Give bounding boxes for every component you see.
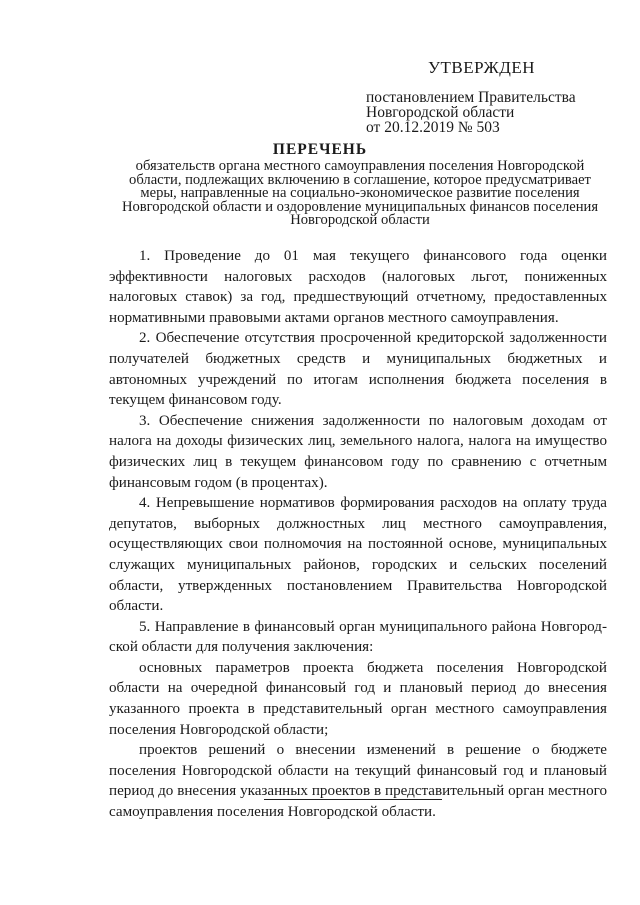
text-line: самоуправления поселения Новгородской области. <box>109 804 436 821</box>
approval-line: постановлением Правительства <box>366 89 576 106</box>
text-line: области, утвержденных постановлением Правительства Новгородской <box>109 577 607 594</box>
approval-line: Новгородской области <box>366 104 515 121</box>
paragraph-2 <box>109 328 607 410</box>
text-line: автономных учреждений по итогам исполнения бюджета поселения в <box>109 371 607 388</box>
text-line: 5. Направление в финансовый орган муниципального района Новгород- <box>139 618 607 635</box>
text-line: финансовым годом (в процентах). <box>109 474 328 491</box>
text-line: поселения Новгородской области; <box>109 721 329 738</box>
text-line: указанного проекта в представительный орган местного самоуправления <box>109 701 607 718</box>
text-line: служащих муниципальных районов, городских и сельских поселений <box>109 556 607 573</box>
paragraph-5-item-1 <box>109 658 607 740</box>
subtitle-line: Новгородской области и оздоровление муниципальных финансов поселения <box>121 198 599 215</box>
text-line: 3. Обеспечение снижения задолженности по налоговым доходам от <box>139 412 607 429</box>
approval-line: от 20.12.2019 № 503 <box>366 119 500 136</box>
text-line: депутатов, выборных должностных лиц местного самоуправления, <box>109 515 607 532</box>
text-line: налоговых ставок) за год, предшествующий отчетному, предоставленных <box>109 289 607 306</box>
document-body <box>109 246 607 823</box>
paragraph-3 <box>109 411 607 493</box>
text-line: основных параметров проекта бюджета поселения Новгородской <box>139 659 607 676</box>
approval-title: УТВЕРЖДЕН <box>428 58 535 77</box>
paragraph-5 <box>109 617 607 658</box>
text-line: налога на доходы физических лиц, земельного налога, налога на имущество <box>109 433 607 450</box>
text-line: осуществляющих свои полномочия на постоянной основе, муниципальных <box>109 536 607 553</box>
subtitle-line: меры, направленные на социально-экономическое развитие поселения <box>140 185 580 202</box>
approval-block <box>366 58 626 135</box>
paragraph-5-item-2 <box>109 740 607 822</box>
text-line: получателей бюджетных средств и муниципальных бюджетных и <box>109 350 607 367</box>
subtitle-line: обязательств органа местного самоуправления поселения Новгородской <box>135 158 585 174</box>
text-line: ской области для получения заключения: <box>109 639 374 656</box>
subtitle-line: Новгородской области <box>290 212 430 229</box>
text-line: 4. Непревышение нормативов формирования расходов на оплату труда <box>139 495 607 512</box>
text-line: области. <box>109 598 164 615</box>
paragraph-1 <box>109 246 607 328</box>
subtitle-line: области, подлежащих включению в соглашение, которое предусматривает <box>129 171 591 188</box>
text-line: эффективности налоговых расходов (налоговых льгот, пониженных <box>109 268 607 285</box>
text-line: проектов решений о внесении изменений в решение о бюджете <box>139 742 607 759</box>
text-line: поселения Новгородской области на текущий финансовый год и плановый <box>109 762 607 779</box>
text-line: области на очередной финансовый год и плановый период до внесения <box>109 680 607 697</box>
end-rule <box>264 799 442 800</box>
text-line: 2. Обеспечение отсутствия просроченной кредиторской задолженности <box>139 330 607 347</box>
text-line: 1. Проведение до 01 мая текущего финансового года оценки <box>139 248 607 264</box>
text-line: нормативными правовыми актами органов местного самоуправления. <box>109 309 559 326</box>
paragraph-4 <box>109 493 607 617</box>
text-line: текущем финансовом году. <box>109 392 282 409</box>
document-title: ПЕРЕЧЕНЬ <box>272 141 368 158</box>
document-subtitle <box>100 160 620 228</box>
text-line: период до внесения указанных проектов в представительный орган местного <box>109 783 607 800</box>
text-line: физических лиц в текущем финансовом году по сравнению с отчетным <box>109 453 607 470</box>
